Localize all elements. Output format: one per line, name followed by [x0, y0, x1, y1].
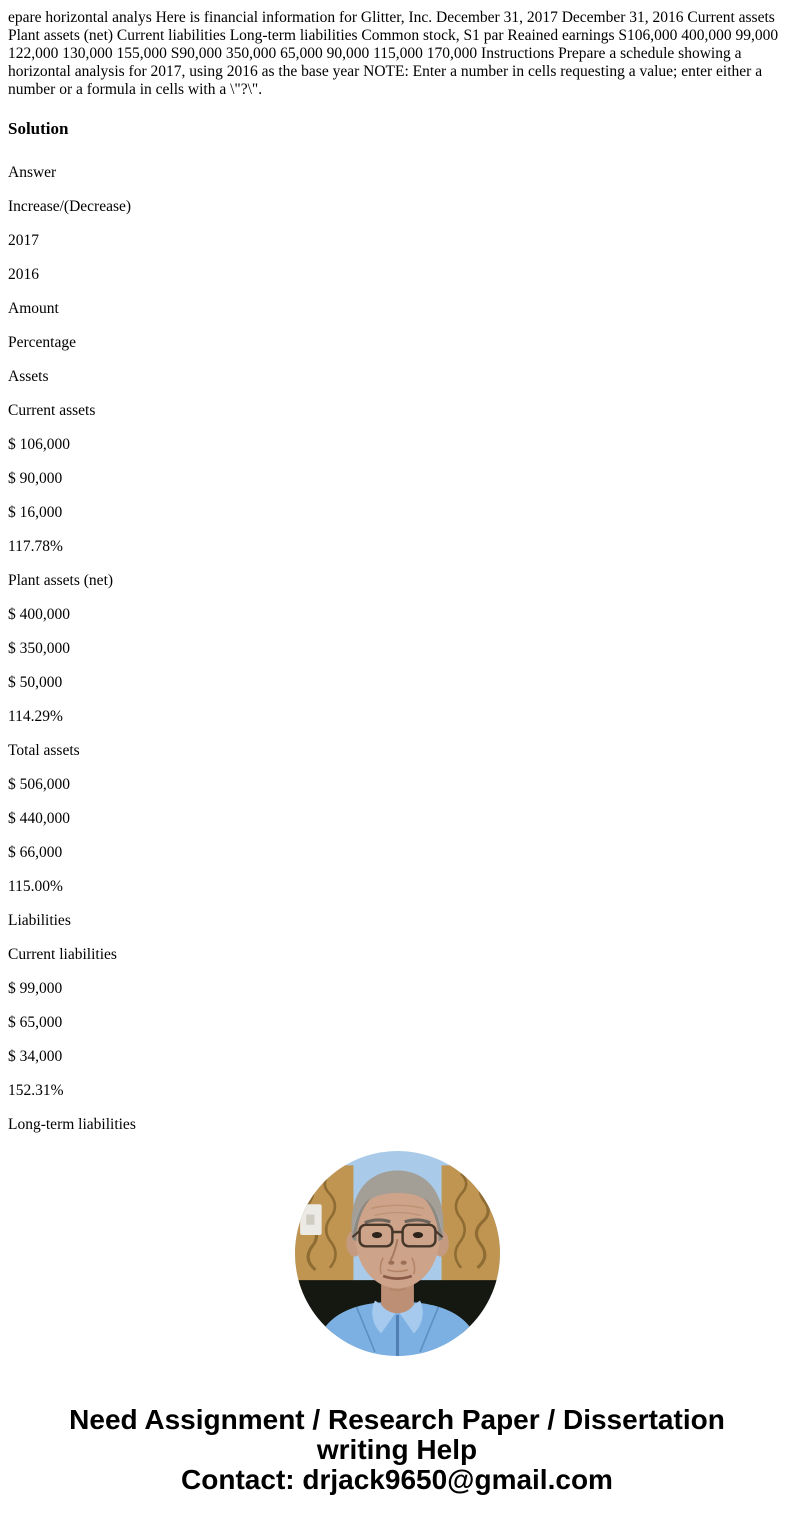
footer-line-2: writing Help [316, 1434, 478, 1465]
solution-line: 115.00% [8, 878, 63, 895]
solution-line: $ 16,000 [8, 504, 63, 521]
solution-line: Current liabilities [8, 946, 117, 963]
solution-line: $ 440,000 [8, 810, 70, 827]
solution-lines [0, 156, 794, 1142]
solution-line: Long-term liabilities [8, 1116, 136, 1133]
solution-line: Percentage [8, 334, 76, 351]
solution-line: Amount [8, 300, 59, 317]
solution-line: $ 66,000 [8, 844, 63, 861]
solution-line: Assets [8, 368, 49, 385]
tutor-photo-illustration [295, 1151, 500, 1356]
solution-line: Plant assets (net) [8, 572, 114, 589]
solution-line: Answer [8, 164, 57, 181]
solution-line: $ 106,000 [8, 436, 70, 453]
solution-line: Increase/(Decrease) [8, 198, 132, 215]
solution-line: $ 50,000 [8, 674, 63, 691]
solution-heading: Solution [8, 119, 69, 138]
solution-line: 114.29% [8, 708, 63, 725]
solution-line: Total assets [8, 742, 80, 759]
solution-line: $ 350,000 [8, 640, 70, 657]
solution-line: 2016 [8, 266, 39, 283]
solution-line: $ 65,000 [8, 1014, 63, 1031]
footer-banner [0, 1405, 794, 1495]
question-text: epare horizontal analys Here is financial information for Glitter, Inc. December 31, 2017 December 31, 2016 Current assets Plant assets (net) Current liabilities Long-term liabilities Common stock, S1 par Reained earnings S106,000 400,000 99,000 122,000 130,000 155,000 S90,000 350,000 65,000 90,000 115,000 170,000 Instructions Prepare a schedule showing a horizontal analysis for 2017, using 2016 as the base year NOTE: Enter a number in cells requesting a value; enter either a number or a formula in cells with a \"?\". [8, 9, 779, 98]
solution-line: $ 99,000 [8, 980, 63, 997]
solution-line: 117.78% [8, 538, 63, 555]
solution-line: 152.31% [8, 1082, 64, 1099]
solution-line: $ 34,000 [8, 1048, 63, 1065]
footer-line-1: Need Assignment / Research Paper / Dissertation [69, 1404, 725, 1435]
footer-contact-email: Contact: drjack9650@gmail.com [181, 1464, 613, 1495]
solution-line: $ 90,000 [8, 470, 63, 487]
solution-line: $ 400,000 [8, 606, 70, 623]
solution-line: Liabilities [8, 912, 71, 929]
solution-line: Current assets [8, 402, 96, 419]
tutor-photo [295, 1151, 500, 1356]
solution-line: 2017 [8, 232, 39, 249]
solution-line: $ 506,000 [8, 776, 70, 793]
